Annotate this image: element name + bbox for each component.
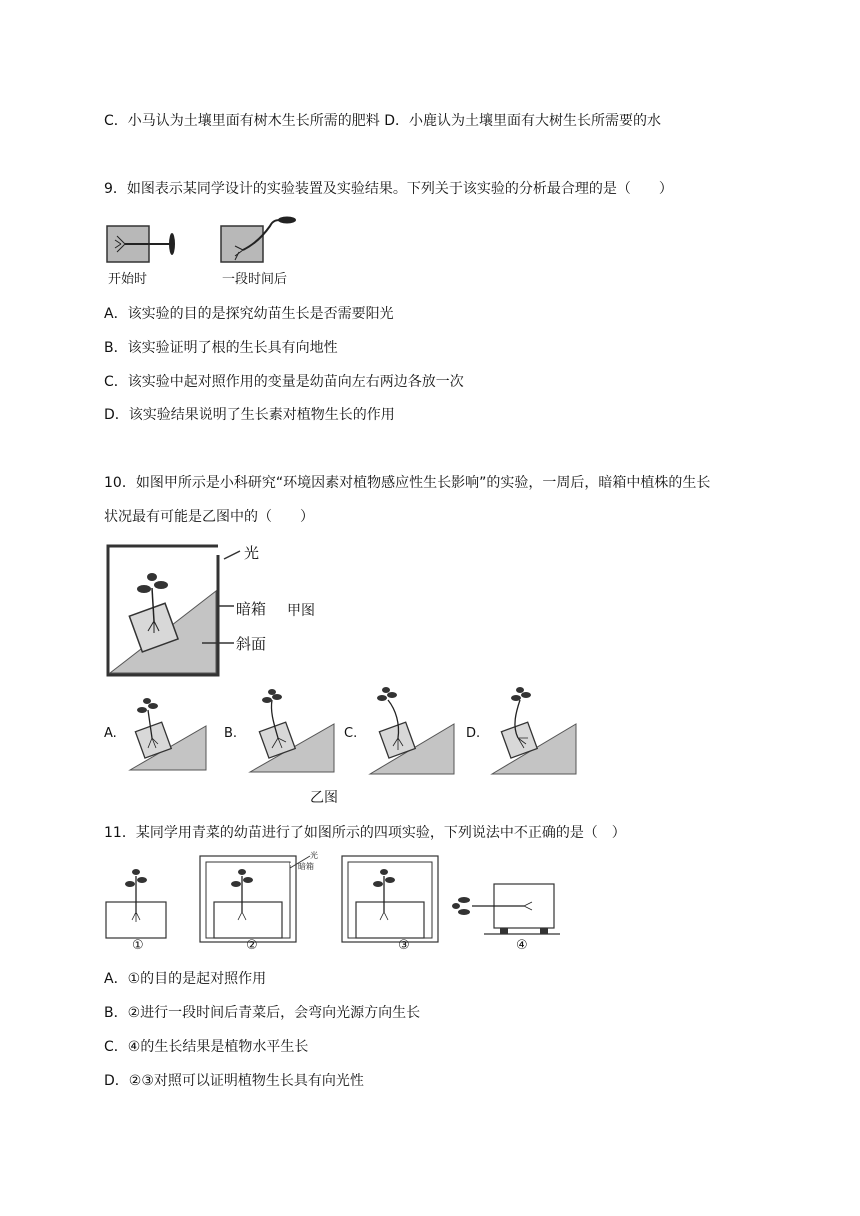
q9-option-d: D．该实验结果说明了生长素对植物生长的作用 [104,407,395,423]
q11-option-d: D．②③对照可以证明植物生长具有向光性 [104,1073,364,1089]
q11-option-c: C．④的生长结果是植物水平生长 [104,1039,309,1055]
q8-option-cd: C．小马认为土壤里面有树木生长所需的肥料 D．小鹿认为土壤里面有大树生长所需要的水 [104,113,662,129]
q10-figure-c [368,686,458,776]
q10-label-light: 光 [244,544,260,562]
q10-figure-d [490,686,580,776]
q10-choice-b: B. [224,726,238,741]
q11-label-light: 光 [310,851,318,860]
q11-option-b: B．②进行一段时间后青菜后，会弯向光源方向生长 [104,1005,421,1021]
q11-num-2: ② [246,938,258,953]
q11-num-4: ④ [516,938,528,953]
q10-choice-a: A. [104,726,117,741]
q9-label-start: 开始时 [108,272,148,287]
q11-num-3: ③ [398,938,410,953]
q9-stem: 9．如图表示某同学设计的实验装置及实验结果。下列关于该实验的分析最合理的是（ ） [104,181,673,197]
q9-label-after: 一段时间后 [222,272,288,287]
q9-option-a: A．该实验的目的是探究幼苗生长是否需要阳光 [104,306,394,322]
q11-figure [104,854,564,954]
q9-box-after [221,226,263,262]
q10-label-yi: 乙图 [310,790,338,806]
q10-stem-line1: 10．如图甲所示是小科研究“环境因素对植物感应性生长影响”的实验，一周后，暗箱中植株的生长 [104,475,711,491]
q9-option-b: B．该实验证明了根的生长具有向地性 [104,340,338,356]
q9-option-c: C．该实验中起对照作用的变量是幼苗向左右两边各放一次 [104,374,464,390]
q10-label-slope: 斜面 [236,635,267,653]
q10-choice-d: D. [466,726,481,741]
q11-num-1: ① [132,938,144,953]
q10-figure-a [128,694,208,774]
q10-figure-b [248,690,338,775]
q11-label-darkbox: 暗箱 [298,862,314,871]
q10-label-jia: 甲图 [287,603,315,619]
q10-stem-line2: 状况最有可能是乙图中的（ ） [104,509,314,525]
q11-option-a: A．①的目的是起对照作用 [104,971,267,987]
q11-stem: 11．某同学用青菜的幼苗进行了如图所示的四项实验，下列说法中不正确的是（ ） [104,825,626,841]
q10-choice-c: C. [344,726,358,741]
q10-label-darkbox: 暗箱 [236,600,267,618]
